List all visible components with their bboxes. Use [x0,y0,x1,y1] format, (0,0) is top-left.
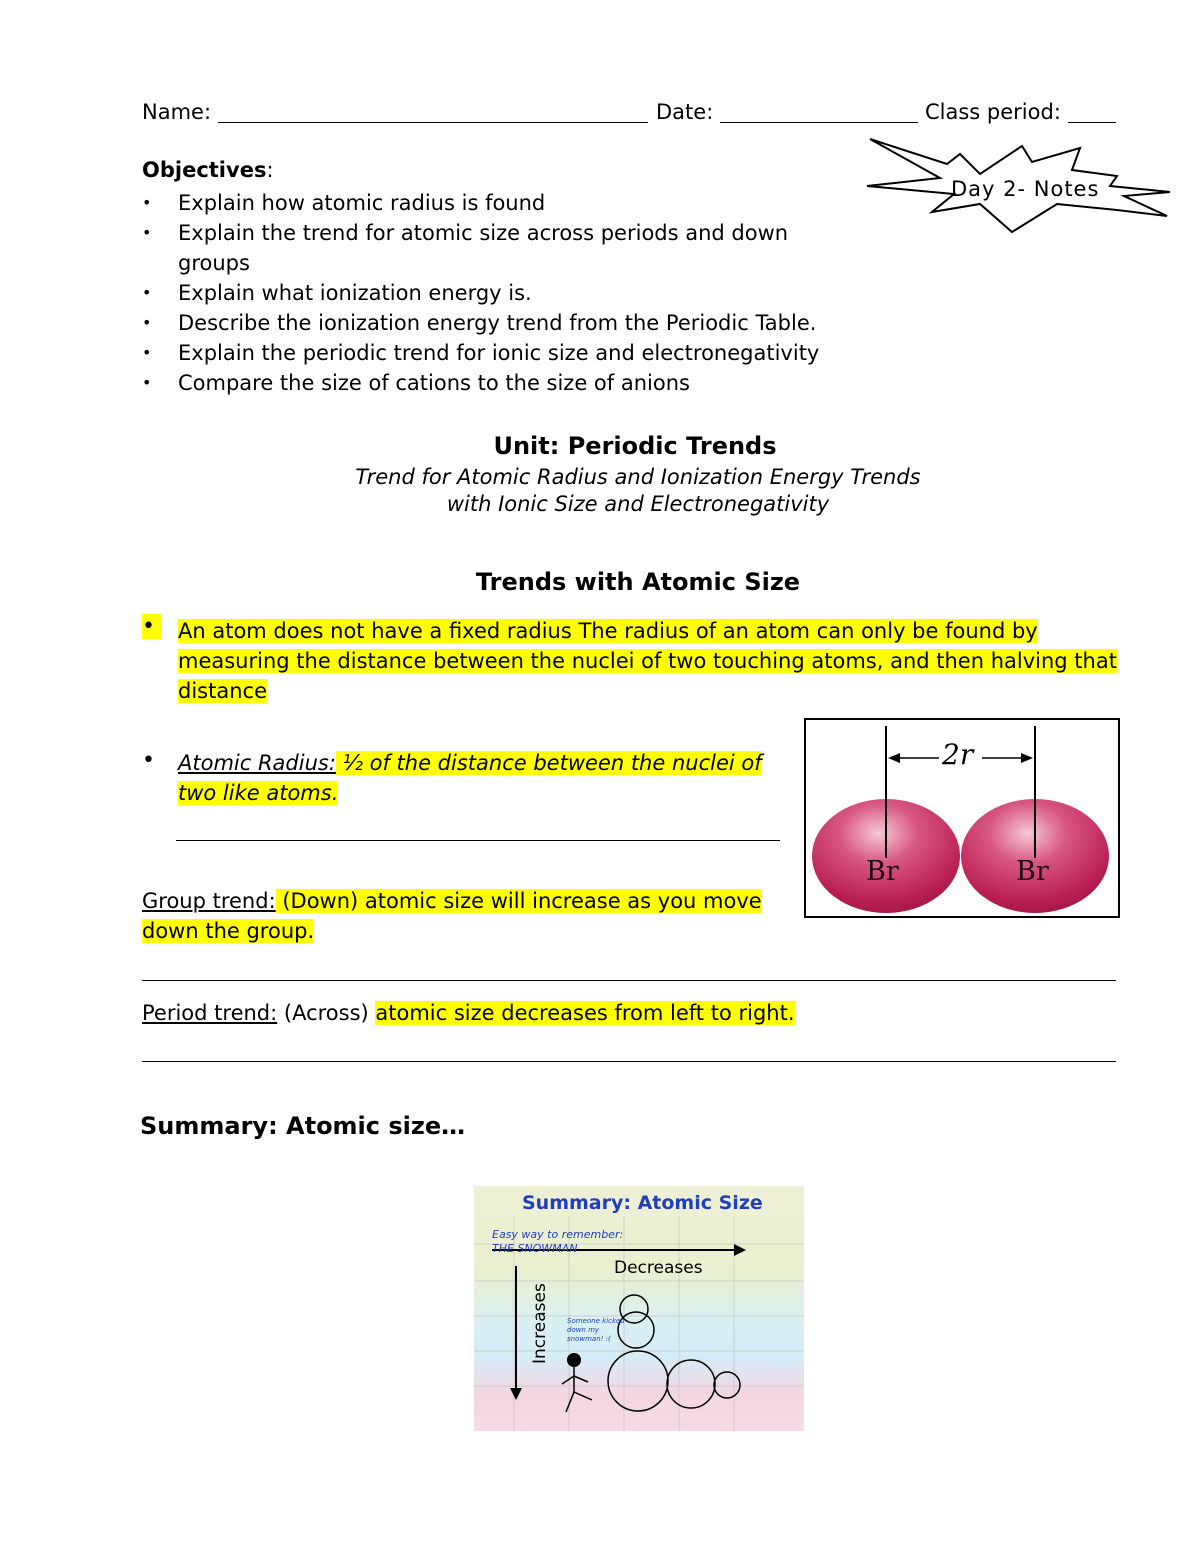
summary-image-note-3: snowman! :( [567,1335,611,1343]
summary-image-title: Summary: Atomic Size [522,1192,763,1214]
date-label: Date: [656,100,714,124]
bullet-dot: • [142,748,155,773]
objective-item: • Compare the size of cations to the size of anions [142,368,842,398]
summary-image-art [474,1186,804,1431]
bullet1-line2 [178,646,1138,676]
summary-image-hint-1: Easy way to remember: [492,1228,624,1241]
objective-item: • Explain the periodic trend for ionic size and electronegativity [142,338,842,368]
class-period-field-line[interactable] [1068,122,1116,123]
radius-line2 [178,778,788,808]
atomic-radius-definition [178,748,788,808]
unit-title: Unit: Periodic Trends [493,432,777,460]
unit-subtitle-1: Trend for Atomic Radius and Ionization Energy Trends [355,465,921,489]
notes-line [142,980,1116,981]
summary-image-hint-2: THE SNOWMAN [492,1242,578,1255]
distance-label: 2r [942,738,974,771]
objectives-heading [142,158,274,182]
objective-item: • Explain the trend for atomic size across periods and down groups [142,218,818,278]
summary-image-note-1: Someone kicked [567,1317,625,1325]
period-plain: (Across) [277,1001,376,1025]
bullet1-line1 [178,616,1138,646]
objectives-heading-text: Objectives [142,158,267,182]
bullet1-highlight-2: measuring the distance between the nuclei of two touching atoms, and then halving that [178,649,1117,673]
objective-item: • Explain what ionization energy is. [142,278,842,308]
date-field-line[interactable] [720,122,918,123]
name-label: Name: [142,100,212,124]
group-label: Group trend: [142,889,276,913]
bullet1-highlight: The radius of an atom can only be found by [578,619,1038,643]
name-field-line[interactable] [218,122,648,123]
radius-def-2: two like atoms. [178,781,339,805]
objectives-list [142,188,842,398]
bullet1-highlight-3: distance [178,679,267,703]
class-period-label: Class period: [925,100,1061,124]
bullet1-plain: An atom does not have a fixed radius [178,619,579,643]
radius-line1 [178,748,788,778]
summary-image-increases: Increases [530,1283,550,1364]
objective-item: • Explain how atomic radius is found [142,188,842,218]
bullet-fixed-radius [178,616,1138,706]
unit-subtitle-2: with Ionic Size and Electronegativity [446,492,830,516]
group-trend [142,886,782,946]
radius-def-1: ½ of the distance between the nuclei of [335,751,762,775]
radius-term: Atomic Radius: [178,751,336,775]
notes-line [142,1061,1116,1062]
objective-item: • Describe the ionization energy trend from the Periodic Table. [142,308,842,338]
summary-heading: Summary: Atomic size… [140,1112,466,1140]
badge-text: Day 2- Notes [951,177,1100,201]
summary-image-decreases: Decreases [614,1258,703,1278]
objectives-colon: : [266,158,274,182]
section-title: Trends with Atomic Size [475,568,801,596]
group-text-2: down the group. [142,919,315,943]
period-highlight: atomic size decreases from left to right. [375,1001,795,1025]
notes-line [176,840,780,841]
period-trend [142,998,795,1028]
group-text-1: (Down) atomic size will increase as you move [275,889,762,913]
summary-image [474,1186,804,1431]
group-line1 [142,886,782,916]
bullet-dot: • [142,614,178,639]
summary-image-note-2: down my [567,1326,600,1334]
bullet1-line3 [178,676,1138,706]
group-line2 [142,916,782,946]
period-label: Period trend: [142,1001,278,1025]
atom-label-left: Br [866,856,899,887]
atom-label-right: Br [1016,856,1049,887]
